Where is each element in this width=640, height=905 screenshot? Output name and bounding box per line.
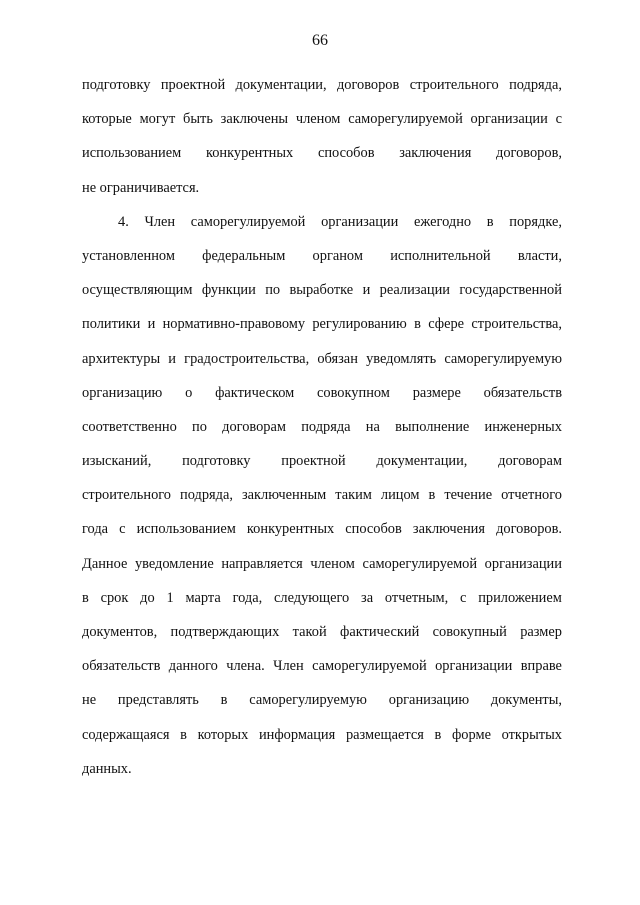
paragraph-item-4 <box>82 205 562 786</box>
text-line: изысканий, подготовку проектной документации, договорам <box>82 453 562 470</box>
text-line: соответственно по договорам подряда на выполнение инженерных <box>82 418 562 435</box>
text-line: обязательств данного члена. Член саморегулируемой организации вправе <box>82 658 562 675</box>
text-line: политики и нормативно-правовому регулированию в сфере строительства, <box>82 316 562 333</box>
text-line: строительного подряда, заключенным таким лицом в течение отчетного <box>82 487 562 504</box>
text-line: данных. <box>82 760 132 777</box>
text-line: содержащаяся в которых информация размещается в форме открытых <box>82 726 562 743</box>
text-line: архитектуры и градостроительства, обязан уведомлять саморегулируемую <box>82 350 562 367</box>
text-line: в срок до 1 марта года, следующего за отчетным, с приложением <box>82 589 562 606</box>
paragraph-continuation <box>82 68 562 205</box>
text-line: подготовку проектной документации, договоров строительного подряда, <box>82 77 562 93</box>
text-line: организацию о фактическом совокупном размере обязательств <box>82 384 562 401</box>
text-line: осуществляющим функции по выработке и реализации государственной <box>82 282 562 299</box>
text-line: документов, подтверждающих такой фактический совокупный размер <box>82 624 562 640</box>
text-line: не представлять в саморегулируемую организацию документы, <box>82 692 562 709</box>
text-line: не ограничивается. <box>82 179 200 196</box>
text-line: установленном федеральным органом исполнительной власти, <box>82 247 562 264</box>
document-body <box>82 68 562 786</box>
text-line: года с использованием конкурентных способов заключения договоров. <box>82 521 562 538</box>
text-line: Данное уведомление направляется членом саморегулируемой организации <box>82 555 562 572</box>
page-number: 66 <box>312 32 328 49</box>
text-line: 4. Член саморегулируемой организации ежегодно в порядке, <box>118 213 562 230</box>
text-line: использованием конкурентных способов заключения договоров, <box>82 145 562 162</box>
text-line: которые могут быть заключены членом саморегулируемой организации с <box>82 111 562 128</box>
